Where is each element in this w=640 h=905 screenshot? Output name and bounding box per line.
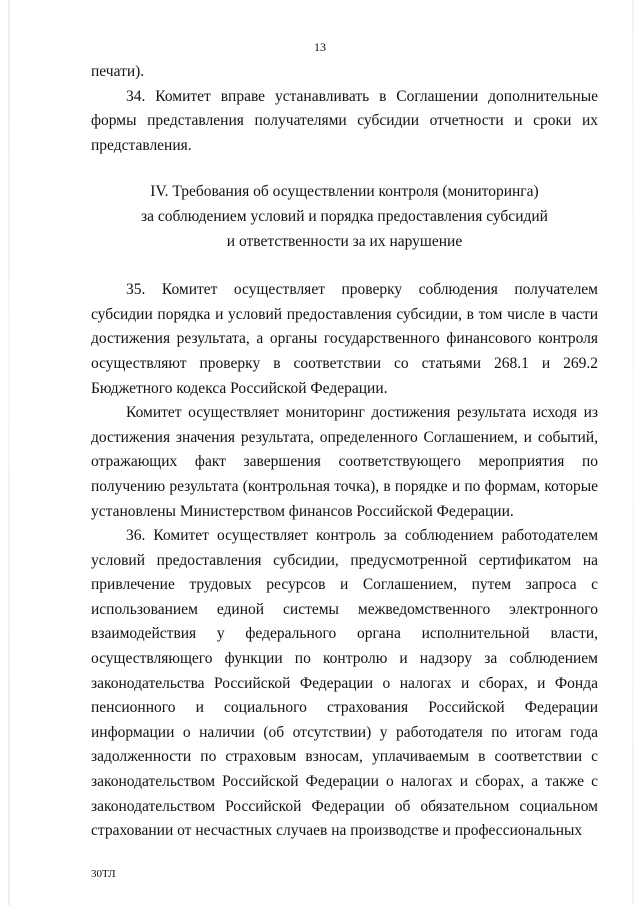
scan-edge-right [632, 0, 634, 905]
paragraph-34: 34. Комитет вправе устанавливать в Соглашении дополнительные формы представления получателями субсидии отчетности и сроки их представления. [91, 87, 598, 154]
scan-edge-left [8, 0, 10, 905]
page-number: 13 [314, 40, 326, 54]
paragraph-36: 36. Комитет осуществляет контроль за соблюдением работодателем условий предоставления субсидии, предусмотренной сертификатом на привлечение трудовых ресурсов и Соглашением, путем запроса с использованием единой системы межведомственного электронного взаимодействия у федерального органа исполнительной власти, осуществляющего функции по контролю и надзору за соблюдением законодательства Российской Федерации о налогах и сборах, и Фонда пенсионного и социального страхования Российской Федерации информации о наличии (об отсутствии) у работодателя по итогам года задолженности по страховым взносам, уплачиваемым в соответствии с законодательством Российской Федерации о налогах и сборах, а также с законодательством Российской Федерации об обязательном социальном страховании от несчастных случаев на производстве и профессиональных [91, 527, 598, 840]
paragraph-continuation: печати). [91, 63, 145, 80]
paragraph-35: 35. Комитет осуществляет проверку соблюдения получателем субсидии порядка и условий предоставления субсидии, в том числе в части достижения результата, а органы государственного финансового контроля осуществляют проверку в соответствии со статьями 268.1 и 269.2 Бюджетного кодекса Российской Федерации. [91, 281, 598, 397]
paragraph-monitoring: Комитет осуществляет мониторинг достижения результата исходя из достижения значения результата, определенного Соглашением, и событий, отражающих факт завершения соответствующего мероприятия по получению результата (контрольная точка), в порядке и по формам, которые установлены Министерством финансов Российской Федерации. [91, 404, 598, 520]
section-heading [91, 180, 598, 254]
document-body [91, 60, 598, 844]
section-heading-line-3: и ответственности за их нарушение [226, 232, 463, 250]
footer-code: 30ТЛ [91, 868, 116, 880]
section-heading-line-2: за соблюдением условий и порядка предоставления субсидий [141, 207, 548, 225]
section-heading-line-1: IV. Требования об осуществлении контроля (мониторинга) [150, 183, 539, 201]
